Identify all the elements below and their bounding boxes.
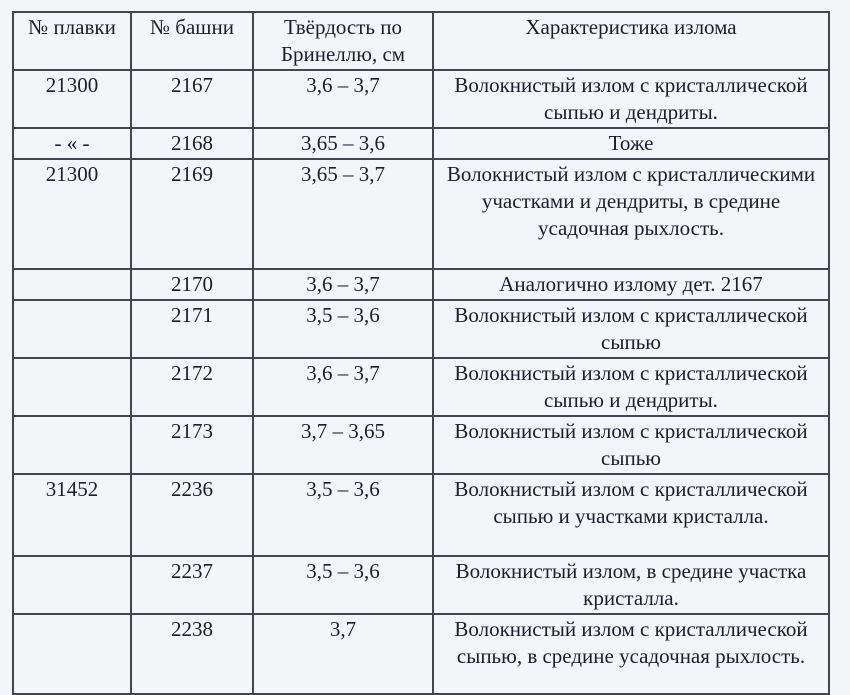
cell-fracture: Волокнистый излом с кристаллической сыпью и участками кристалла. [433,474,829,556]
cell-hardness: 3,5 – 3,6 [253,474,433,556]
cell-tower-number: 2169 [131,159,253,269]
cell-hardness: 3,5 – 3,6 [253,300,433,358]
cell-hardness: 3,65 – 3,7 [253,159,433,269]
table-row [13,416,829,474]
cell-fracture: Аналогично излому дет. 2167 [433,269,829,300]
cell-hardness: 3,7 – 3,65 [253,416,433,474]
cell-fracture: Тоже [433,128,829,159]
cell-tower-number: 2238 [131,614,253,694]
cell-hardness: 3,6 – 3,7 [253,269,433,300]
cell-tower-number: 2171 [131,300,253,358]
cell-melt-number: 21300 [13,70,131,128]
cell-melt-number: 31452 [13,474,131,556]
cell-hardness: 3,65 – 3,6 [253,128,433,159]
fracture-characteristics-table [12,11,830,695]
cell-fracture: Волокнистый излом, в средине участка кристалла. [433,556,829,614]
cell-melt-number [13,269,131,300]
cell-tower-number: 2236 [131,474,253,556]
cell-tower-number: 2173 [131,416,253,474]
cell-fracture: Волокнистый излом с кристаллической сыпью [433,300,829,358]
cell-hardness: 3,5 – 3,6 [253,556,433,614]
table-row [13,474,829,556]
cell-fracture: Волокнистый излом с кристаллическими участками и дендриты, в средине усадочная рыхлость. [433,159,829,269]
cell-melt-number [13,358,131,416]
cell-melt-number [13,416,131,474]
cell-hardness: 3,6 – 3,7 [253,70,433,128]
cell-tower-number: 2237 [131,556,253,614]
table-row [13,159,829,269]
cell-hardness: 3,6 – 3,7 [253,358,433,416]
table-row [13,614,829,694]
column-header-tower-number: № башни [131,12,253,70]
cell-tower-number: 2168 [131,128,253,159]
cell-melt-number [13,556,131,614]
cell-fracture: Волокнистый излом с кристаллической сыпью и дендриты. [433,358,829,416]
cell-fracture: Волокнистый излом с кристаллической сыпью [433,416,829,474]
cell-melt-number [13,300,131,358]
cell-melt-number: 21300 [13,159,131,269]
table-header-row [13,12,829,70]
table-row [13,358,829,416]
table-row [13,300,829,358]
cell-fracture: Волокнистый излом с кристаллической сыпью, в средине усадочная рыхлость. [433,614,829,694]
column-header-brinell-hardness: Твёрдость по Бринеллю, см [253,12,433,70]
cell-melt-number [13,614,131,694]
cell-tower-number: 2172 [131,358,253,416]
table-row [13,269,829,300]
cell-fracture: Волокнистый излом с кристаллической сыпью и дендриты. [433,70,829,128]
cell-melt-number: - « - [13,128,131,159]
table-row [13,128,829,159]
table-row [13,70,829,128]
cell-tower-number: 2167 [131,70,253,128]
column-header-melt-number: № плавки [13,12,131,70]
table-row [13,556,829,614]
cell-tower-number: 2170 [131,269,253,300]
column-header-fracture-characteristic: Характеристика излома [433,12,829,70]
cell-hardness: 3,7 [253,614,433,694]
